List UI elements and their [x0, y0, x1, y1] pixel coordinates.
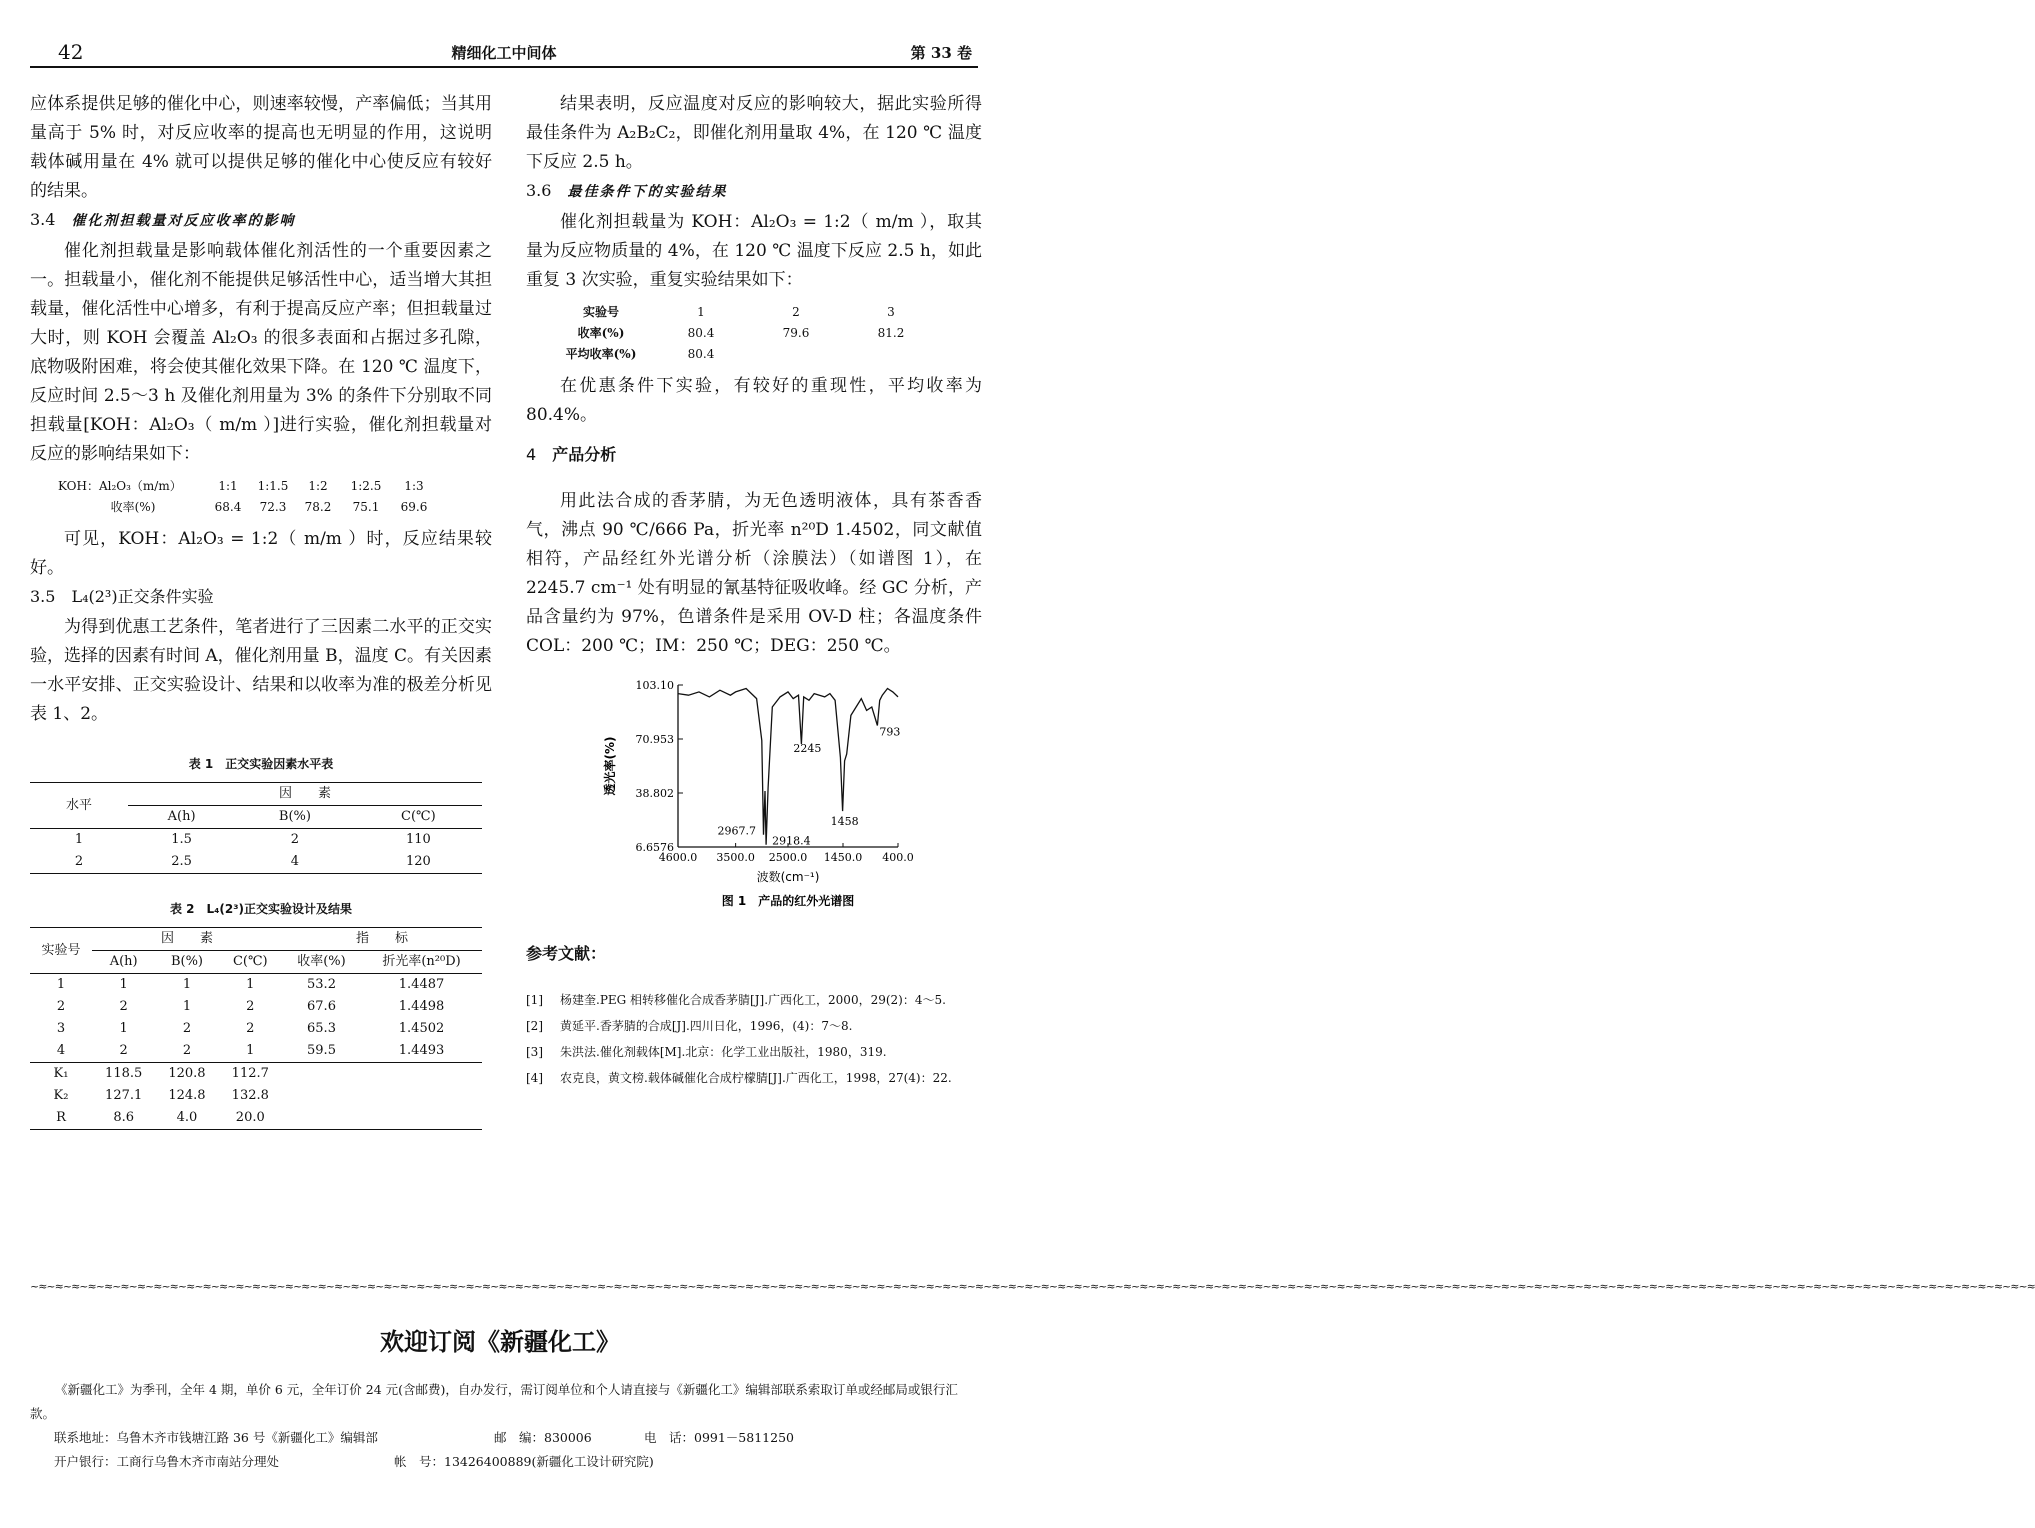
table-header: 收率(%)	[282, 951, 361, 974]
table2	[30, 927, 482, 1130]
row-label: 收率(%)	[110, 500, 156, 514]
table-cell: 80.4	[687, 346, 715, 361]
peak-label: 2967.7	[717, 824, 757, 838]
row-label: 实验号	[582, 305, 619, 319]
table-cell: 1.4502	[398, 1021, 445, 1036]
yield-cell: 72.3	[259, 499, 287, 514]
table-cell: 1.4487	[398, 977, 445, 992]
ad-body	[30, 1378, 982, 1474]
yield-cell: 78.2	[304, 499, 332, 514]
ratio-cell: 1:1	[218, 478, 238, 493]
table-cell: 2.5	[128, 851, 235, 874]
table-cell: 110	[405, 832, 431, 847]
table-cell	[282, 1085, 361, 1107]
peak-label: 1458	[830, 815, 859, 829]
table-cell: 81.2	[877, 325, 905, 340]
repeat-results-table	[556, 301, 946, 364]
table-cell: K₂	[53, 1088, 69, 1103]
ratio-cell: 1:2	[308, 478, 328, 493]
section-number: 3.4	[30, 210, 56, 229]
table-cell: 3	[887, 304, 895, 319]
y-axis-label: 透光率(%)	[603, 736, 617, 796]
table-header: 水平	[30, 783, 128, 829]
reference-number: [1]	[526, 993, 543, 1007]
table1	[30, 782, 482, 874]
table-header: C(℃)	[355, 806, 482, 829]
table-cell: 112.7	[231, 1066, 269, 1081]
yield-cell: 69.6	[400, 499, 428, 514]
reference-text: 黄延平.香茅腈的合成[J].四川日化，1996，(4)：7～8.	[560, 1019, 853, 1033]
peak-label: 2245	[793, 741, 822, 755]
table-cell: 1	[56, 977, 66, 992]
right-column	[526, 90, 982, 1094]
table-header: 折光率(n²⁰D)	[361, 951, 482, 974]
table-cell: 1	[182, 977, 192, 992]
references-title: 参考文献：	[526, 944, 607, 963]
y-tick-label: 70.953	[635, 732, 674, 746]
table-cell: 2	[182, 1021, 192, 1036]
section-heading-4	[526, 442, 982, 465]
x-tick-label: 1450.0	[823, 851, 863, 864]
table-cell: 120.8	[168, 1066, 206, 1081]
table-header: 因 素	[128, 783, 482, 806]
reference-text: 农克良，黄文榜.载体碱催化合成柠檬腈[J].广西化工，1998，27(4)：22.	[560, 1071, 952, 1085]
table-row	[30, 1107, 482, 1130]
table-cell: 53.2	[307, 977, 336, 992]
ratio-cell: 1:3	[404, 478, 424, 493]
table-cell: 2	[246, 1021, 255, 1036]
table-cell: 118.5	[105, 1066, 143, 1081]
table1-caption: 表 1 正交实验因素水平表	[188, 757, 334, 771]
ad-paragraph: 《新疆化工》为季刊，全年 4 期，单价 6 元，全年订价 24 元(含邮费)，自办发行，需订阅单位和个人请直接与《新疆化工》编辑部联系索取订单或经邮局或银行汇款。	[30, 1382, 958, 1421]
paragraph: 催化剂担载量是影响载体催化剂活性的一个重要因素之一。担载量小，催化剂不能提供足够活性中心，适当增大其担载量，催化活性中心增多，有利于提高反应产率；但担载量过大时，则 KOH 会覆盖 Al₂O₃ 的很多表面和占据过多孔隙，底物吸附困难，将会使其催化效果下降。在 120 ℃ 温度下，反应时间 2.5～3 h 及催化剂用量为 3% 的条件下分别取不同担载量[KOH：Al₂O₃（ m/m ）]进行实验，催化剂担载量对反应的影响结果如下：	[30, 241, 492, 464]
table-cell: 8.6	[92, 1107, 155, 1130]
table-cell: 2	[30, 851, 128, 874]
table-row	[30, 1085, 482, 1107]
table2-caption: 表 2 L₄(2³)正交实验设计及结果	[169, 902, 352, 916]
yield-cell: 68.4	[214, 499, 242, 514]
left-column	[30, 90, 492, 1144]
table-cell: 2	[155, 1040, 218, 1063]
table-cell: 1	[246, 977, 255, 992]
reference-item	[526, 990, 982, 1010]
table-cell: 132.8	[231, 1088, 269, 1103]
table-cell: R	[30, 1107, 92, 1130]
row-label: 平均收率(%)	[565, 347, 637, 361]
paragraph: 用此法合成的香茅腈，为无色透明液体，具有茶香香气，沸点 90 ℃/666 Pa，折光率 n²⁰D 1.4502，同文献值相符，产品经红外光谱分析（涂膜法）（如谱图 1），在 2245.7 cm⁻¹ 处有明显的氰基特征吸收峰。经 GC 分析，产品含量约为 97%，色谱条件是采用 OV-D 柱；各温度条件 COL：200 ℃；IM：250 ℃；DEG：250 ℃。	[526, 491, 982, 656]
table-header: 实验号	[30, 928, 92, 974]
table-cell: 1	[74, 832, 84, 847]
section-number: 3.5	[30, 587, 56, 606]
table-cell	[361, 1085, 482, 1107]
page-number: 42	[58, 40, 84, 64]
table-cell: 1.4493	[361, 1040, 482, 1063]
table-row	[30, 851, 482, 874]
reference-number: [4]	[526, 1071, 543, 1085]
section-number: 3.6	[526, 181, 552, 200]
table-cell: 4	[235, 851, 355, 874]
table-cell: 3	[56, 1021, 66, 1036]
table-row	[30, 829, 482, 852]
table-cell	[361, 1107, 482, 1130]
x-tick-label: 400.0	[882, 851, 914, 864]
section-heading-3-4	[30, 208, 492, 233]
table-row	[30, 1018, 482, 1040]
table-row	[30, 996, 482, 1018]
journal-name: 精细化工中间体	[451, 44, 557, 62]
section-title: 催化剂担载量对反应收率的影响	[71, 213, 296, 229]
table-cell: 79.6	[782, 325, 810, 340]
peak-label: 793	[879, 725, 901, 739]
y-tick-label: 103.10	[635, 679, 674, 692]
paragraph: 结果表明，反应温度对反应的影响较大，据此实验所得最佳条件为 A₂B₂C₂，即催化剂用量取 4%，在 120 ℃ 温度下反应 2.5 h。	[526, 94, 982, 172]
ad-title: 欢迎订阅《新疆化工》	[380, 1328, 620, 1356]
table-cell: 59.5	[282, 1040, 361, 1063]
yield-cell: 75.1	[352, 499, 380, 514]
table-cell: 1	[182, 999, 192, 1014]
y-tick-label: 38.802	[635, 787, 674, 801]
table-cell: 1	[119, 977, 128, 992]
section-title: 产品分析	[552, 445, 617, 464]
ir-spectrum-line	[678, 689, 901, 845]
section-number: 4	[526, 445, 537, 464]
table-header: 因 素	[92, 928, 282, 951]
ad-bank: 开户银行：工商行乌鲁木齐市南站分理处	[54, 1454, 280, 1469]
table-cell: K₁	[53, 1066, 69, 1081]
paragraph: 应体系提供足够的催化中心，则速率较慢，产率偏低；当其用量高于 5% 时，对反应收率的提高也无明显的作用，这说明载体碱用量在 4% 就可以提供足够的催化中心使反应有较好的结果。	[30, 94, 492, 201]
paragraph: 催化剂担载量为 KOH：Al₂O₃ = 1:2（ m/m ），取其量为反应物质量的 4%，在 120 ℃ 温度下反应 2.5 h，如此重复 3 次实验，重复实验结果如下：	[526, 212, 982, 290]
volume-label: 第 33 卷	[910, 44, 972, 62]
table-cell: 80.4	[687, 325, 715, 340]
table-cell: 124.8	[168, 1088, 206, 1103]
row-label: 收率(%)	[577, 326, 625, 340]
ratio-cell: 1:1.5	[257, 478, 289, 493]
ir-spectrum-figure	[526, 671, 982, 931]
ad-account: 帐 号：13426400889(新疆化工设计研究院)	[394, 1454, 654, 1469]
ad-phone: 电 话：0991－5811250	[644, 1430, 794, 1445]
table-row	[30, 974, 482, 997]
ad-postcode: 邮 编：830006	[494, 1430, 592, 1445]
row-label: KOH：Al₂O₃（m/m）	[58, 479, 182, 493]
section-title: 最佳条件下的实验结果	[567, 184, 728, 200]
table-cell: 2	[56, 999, 66, 1014]
table-cell: 2	[92, 1040, 155, 1063]
table-cell: 1	[697, 304, 705, 319]
table-cell: 20.0	[219, 1107, 282, 1130]
table-cell: 1.5	[171, 832, 192, 847]
x-axis-label: 波数(cm⁻¹)	[756, 870, 820, 884]
table-cell	[361, 1063, 482, 1086]
reference-number: [3]	[526, 1045, 543, 1059]
reference-text: 杨建奎.PEG 相转移催化合成香茅腈[J].广西化工，2000，29(2)：4～5.	[560, 993, 946, 1007]
x-tick-label: 2500.0	[768, 851, 808, 864]
ad-address: 联系地址：乌鲁木齐市钱塘江路 36 号《新疆化工》编辑部	[54, 1430, 378, 1445]
reference-item	[526, 1042, 982, 1062]
table-cell	[282, 1107, 361, 1130]
reference-item	[526, 1068, 982, 1088]
paragraph: 为得到优惠工艺条件，笔者进行了三因素二水平的正交实验，选择的因素有时间 A，催化剂用量 B，温度 C。有关因素一水平安排、正交实验设计、结果和以收率为准的极差分析见表 1、2。	[30, 617, 492, 724]
table-header: B(%)	[155, 951, 218, 974]
table-cell	[282, 1063, 361, 1086]
paragraph: 可见，KOH：Al₂O₃ = 1:2（ m/m ）时，反应结果较好。	[30, 529, 492, 578]
peak-label: 2918.4	[772, 834, 811, 848]
table-cell: 2	[246, 999, 255, 1014]
section-heading-3-5	[30, 585, 492, 609]
table-header: A(h)	[128, 806, 235, 829]
reference-number: [2]	[526, 1019, 543, 1033]
table-cell: 2	[119, 999, 128, 1014]
ratio-cell: 1:2.5	[350, 478, 382, 493]
paragraph: 在优惠条件下实验，有较好的重现性，平均收率为 80.4%。	[526, 376, 982, 425]
loading-results-table	[58, 475, 434, 517]
section-heading-3-6	[526, 179, 982, 204]
x-tick-label: 4600.0	[658, 851, 698, 864]
table-cell: 4.0	[155, 1107, 218, 1130]
ir-spectrum-chart	[526, 671, 982, 931]
reference-item	[526, 1016, 982, 1036]
table-header: 指 标	[282, 928, 482, 951]
reference-text: 朱洪法.催化剂载体[M].北京：化学工业出版社，1980，319.	[560, 1045, 887, 1059]
x-tick-label: 3500.0	[716, 851, 755, 864]
y-tick-label: 6.6576	[635, 841, 674, 854]
table-cell: 2	[290, 832, 300, 847]
table-cell: 120	[355, 851, 482, 874]
figure-caption: 图 1 产品的红外光谱图	[721, 894, 855, 908]
table-cell: 67.6	[307, 999, 336, 1014]
decorative-border: ~≈~≈~≈~≈~≈~≈~≈~≈~≈~≈~≈~≈~≈~≈~≈~≈~≈~≈~≈~≈~≈~≈~≈~≈~≈~≈~≈~≈~≈~≈~≈~≈~≈~≈~≈~≈~≈~≈~≈~≈~≈~≈~≈~≈~≈~≈~≈~≈~≈~≈~≈~≈~≈~≈~≈~≈~≈~≈~≈~≈~≈~≈~≈~≈~≈~≈~≈~≈~≈~≈~≈~≈~≈~≈~≈~≈~≈~≈~≈~≈~≈~≈~≈~≈~≈~≈~≈~≈~≈~≈~≈~≈~≈~≈~≈~≈~≈~≈~≈~≈~≈~≈~≈~≈~≈~≈~≈~≈~≈~≈~≈~≈~≈~≈~≈~≈~≈~≈~≈~≈~≈~≈	[30, 1280, 2035, 1293]
table-cell: 65.3	[307, 1021, 336, 1036]
ad-bank-line	[30, 1450, 982, 1474]
table-cell: 1	[119, 1021, 128, 1036]
table-cell: 2	[792, 304, 800, 319]
table-cell: 4	[30, 1040, 92, 1063]
table-header: A(h)	[92, 951, 155, 974]
section-title: L₄(2³)正交条件实验	[71, 587, 214, 606]
table-cell: 127.1	[105, 1088, 143, 1103]
table-row	[30, 1063, 482, 1086]
table-row	[30, 1040, 482, 1063]
running-header	[30, 36, 978, 68]
table-header: B(%)	[235, 806, 355, 829]
table-cell: 1.4498	[398, 999, 445, 1014]
ad-contact-line	[30, 1426, 982, 1450]
table-cell: 1	[219, 1040, 282, 1063]
table-header: C(℃)	[219, 951, 282, 974]
